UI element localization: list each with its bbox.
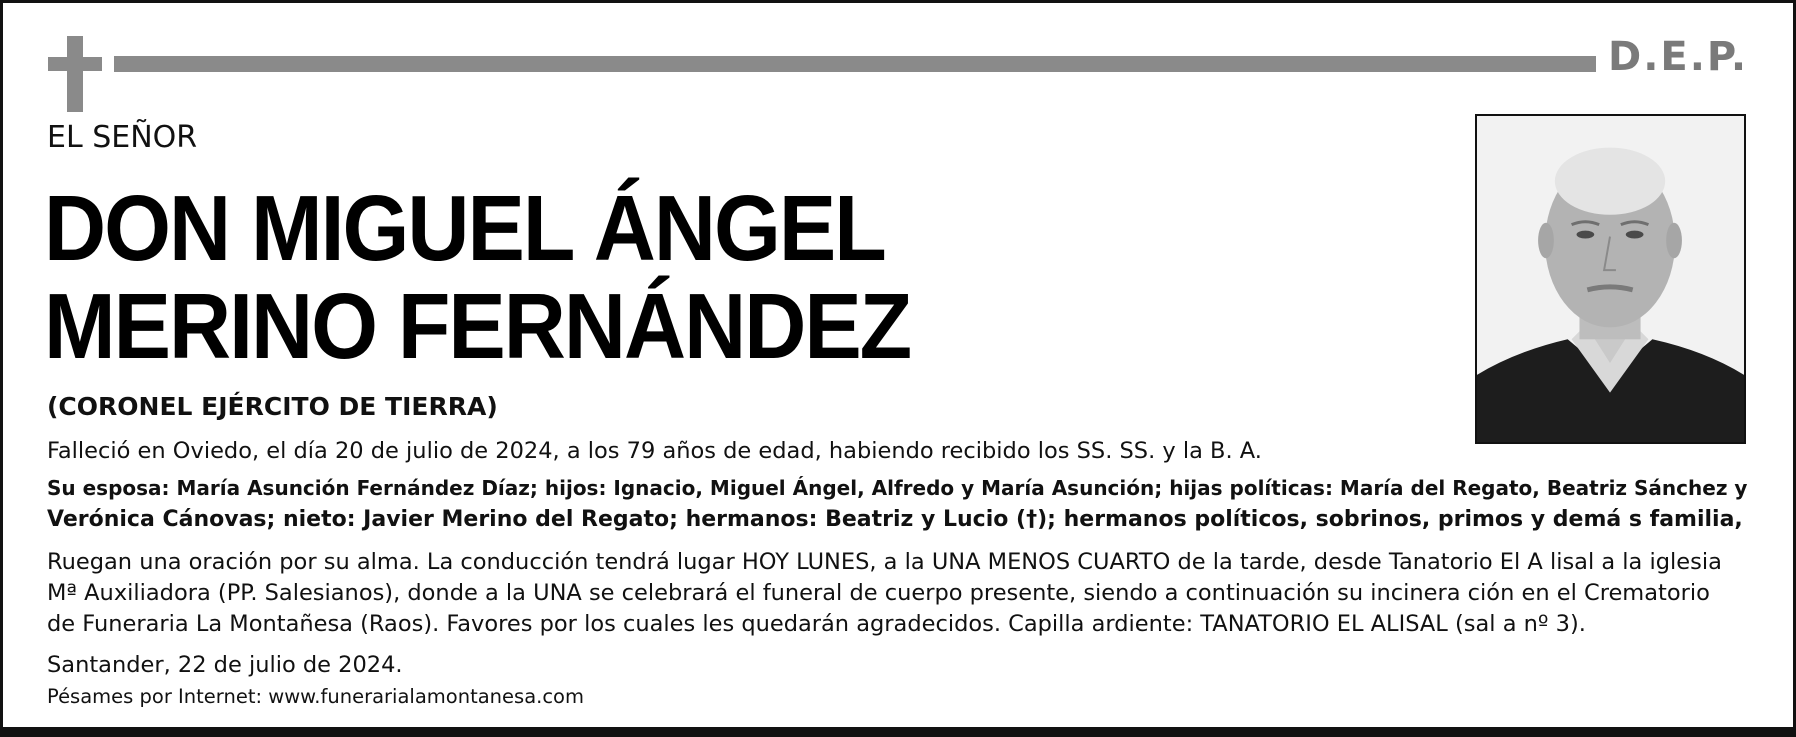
prayer-line-1: Ruegan una oración por su alma. La conducción tendrá lugar HOY LUNES, a la UNA MENOS CUARTO de la tarde, desde Tanatorio El A lisal a la iglesia <box>47 549 1722 575</box>
death-notice-text: Falleció en Oviedo, el día 20 de julio de 2024, a los 79 años de edad, habiendo recibido los SS. SS. y la B. A. <box>47 438 1262 464</box>
prayer-line-3: de Funeraria La Montañesa (Raos). Favores por los cuales les quedarán agradecidos. Capilla ardiente: TANATORIO EL ALISAL (sal a nº 3). <box>47 611 1586 637</box>
frame-border-top <box>0 0 1796 3</box>
cross-vertical-bar <box>67 36 83 112</box>
header-rule <box>114 56 1596 72</box>
portrait-illustration <box>1477 116 1744 442</box>
dep-label: D.E.P. <box>1608 34 1749 80</box>
place-date: Santander, 22 de julio de 2024. <box>47 652 403 678</box>
frame-border-left <box>0 0 3 737</box>
condolences-website: Pésames por Internet: www.funerarialamontanesa.com <box>47 685 584 708</box>
name-line-2: MERINO FERNÁNDEZ <box>44 274 911 379</box>
latin-cross-icon <box>48 36 102 112</box>
family-line-2: Verónica Cánovas; nieto: Javier Merino del Regato; hermanos: Beatriz y Lucio (†); hermanos políticos, sobrinos, primos y demá s familia, <box>47 507 1743 532</box>
honorific: EL SEÑOR <box>47 120 198 155</box>
frame-border-bottom <box>0 727 1796 737</box>
cross-horizontal-bar <box>48 57 102 71</box>
rank-title: (CORONEL EJÉRCITO DE TIERRA) <box>47 392 498 421</box>
portrait-photo <box>1475 114 1746 444</box>
family-line-1: Su esposa: María Asunción Fernández Díaz; hijos: Ignacio, Miguel Ángel, Alfredo y María Asunción; hijas políticas: María del Regato, Beatriz Sánchez y <box>47 476 1748 500</box>
name-line-1: DON MIGUEL ÁNGEL <box>44 176 885 281</box>
prayer-line-2: Mª Auxiliadora (PP. Salesianos), donde a la UNA se celebrará el funeral de cuerpo presente, siendo a continuación su incinera ción en el Crematorio <box>47 580 1710 606</box>
